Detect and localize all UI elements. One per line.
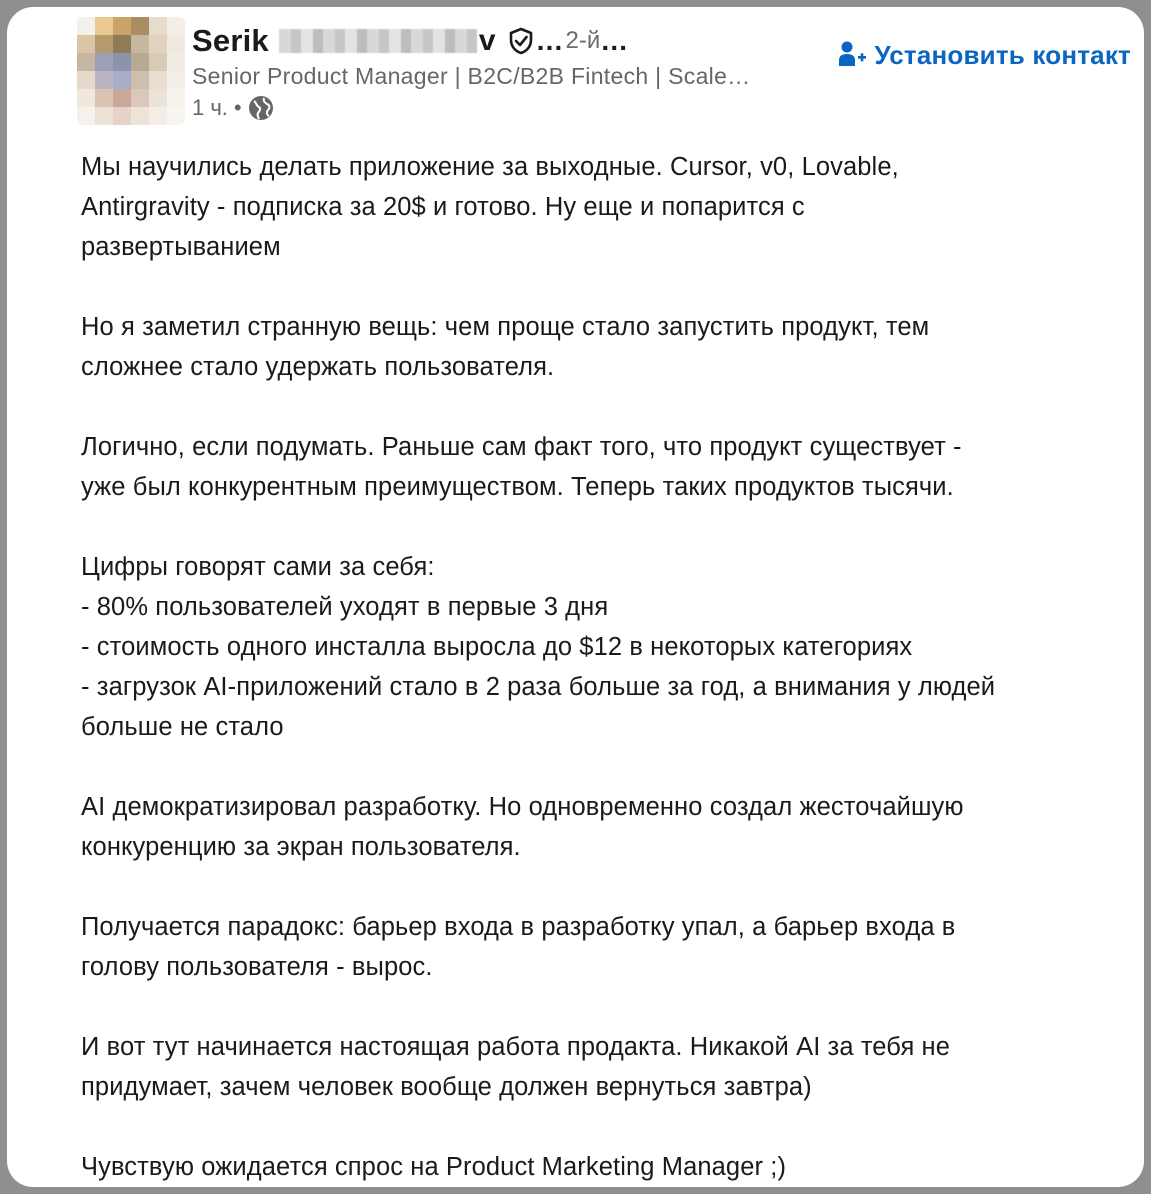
avatar-pixel [77,53,95,71]
author-headline: Senior Product Manager | B2C/B2B Fintech | Scale… [192,63,751,89]
avatar-pixel [77,89,95,107]
avatar-pixel [167,35,185,53]
post-paragraph: Но я заметил странную вещь: чем проще стало запустить продукт, тем сложнее стало удержать пользователя. [81,313,930,381]
avatar-pixel [77,35,95,53]
post-header [7,7,1144,137]
connect-button[interactable] [837,35,1131,75]
avatar-pixel [95,71,113,89]
avatar[interactable] [77,17,185,125]
avatar-pixel [113,53,131,71]
post-paragraph: Получается парадокс: барьер входа в разработку упал, а барьер входа в голову пользователя - вырос. [81,913,956,981]
avatar-pixel [149,17,167,35]
blurred-surname [279,29,477,53]
post-paragraph: Логично, если подумать. Раньше сам факт того, что продукт существует - уже был конкурентным преимуществом. Теперь таких продуктов тысячи. [81,433,962,501]
avatar-pixel [167,89,185,107]
avatar-pixel [113,71,131,89]
connection-degree: 2-й [565,27,601,54]
meta-separator: • [233,95,242,120]
post-paragraph: AI демократизировал разработку. Но одновременно создал жесточайшую конкуренцию за экран пользователя. [81,793,964,861]
connect-label: Установить контакт [874,39,1131,70]
avatar-pixel [167,71,185,89]
avatar-pixel [149,107,167,125]
degree-ellipsis: … [600,25,629,56]
post-time: 1 ч. [192,95,228,120]
avatar-pixel [167,17,185,35]
avatar-pixel [77,71,95,89]
post-paragraph: Чувствую ожидается спрос на Product Marketing Manager ;) [81,1153,787,1181]
avatar-pixel [113,107,131,125]
post-paragraph: Мы научились делать приложение за выходные. Cursor, v0, Lovable, Antirgravity - подписка за 20$ и готово. Ну еще и попарится с развертыванием [81,153,899,261]
avatar-pixel [167,107,185,125]
avatar-pixel [131,53,149,71]
avatar-pixel [131,71,149,89]
post-paragraph: Цифры говорят сами за себя: - 80% пользователей уходят в первые 3 дня - стоимость одного инсталла выросла до $12 в некоторых категориях - загрузок AI-приложений стало в 2 раза больше за год, а внимания у людей больше не стало [81,553,996,741]
post-card [7,7,1144,1187]
shield-check-icon [508,27,534,55]
avatar-pixel [149,71,167,89]
avatar-pixel [95,89,113,107]
avatar-pixel [131,17,149,35]
avatar-pixel [131,107,149,125]
author-name[interactable]: Serik [192,23,269,58]
post-meta [192,93,274,123]
post-body [81,147,1134,1187]
avatar-pixel [113,17,131,35]
globe-icon [248,95,274,121]
avatar-pixel [95,107,113,125]
author-name-tail: v [478,24,496,57]
avatar-pixel [131,89,149,107]
avatar-pixel [131,35,149,53]
avatar-pixel [77,17,95,35]
post-paragraph: И вот тут начинается настоящая работа продакта. Никакой AI за тебя не придумает, зачем человек вообще должен вернуться завтра) [81,1033,951,1101]
avatar-pixel [167,53,185,71]
avatar-pixel [149,53,167,71]
avatar-pixel [77,107,95,125]
avatar-pixel [113,35,131,53]
avatar-pixel [149,89,167,107]
author-name-row[interactable] [192,21,628,61]
avatar-pixel [95,17,113,35]
add-person-icon [837,40,867,70]
name-ellipsis: … [535,25,564,56]
avatar-pixel [149,35,167,53]
avatar-pixel [95,53,113,71]
avatar-pixel [113,89,131,107]
avatar-pixel [95,35,113,53]
